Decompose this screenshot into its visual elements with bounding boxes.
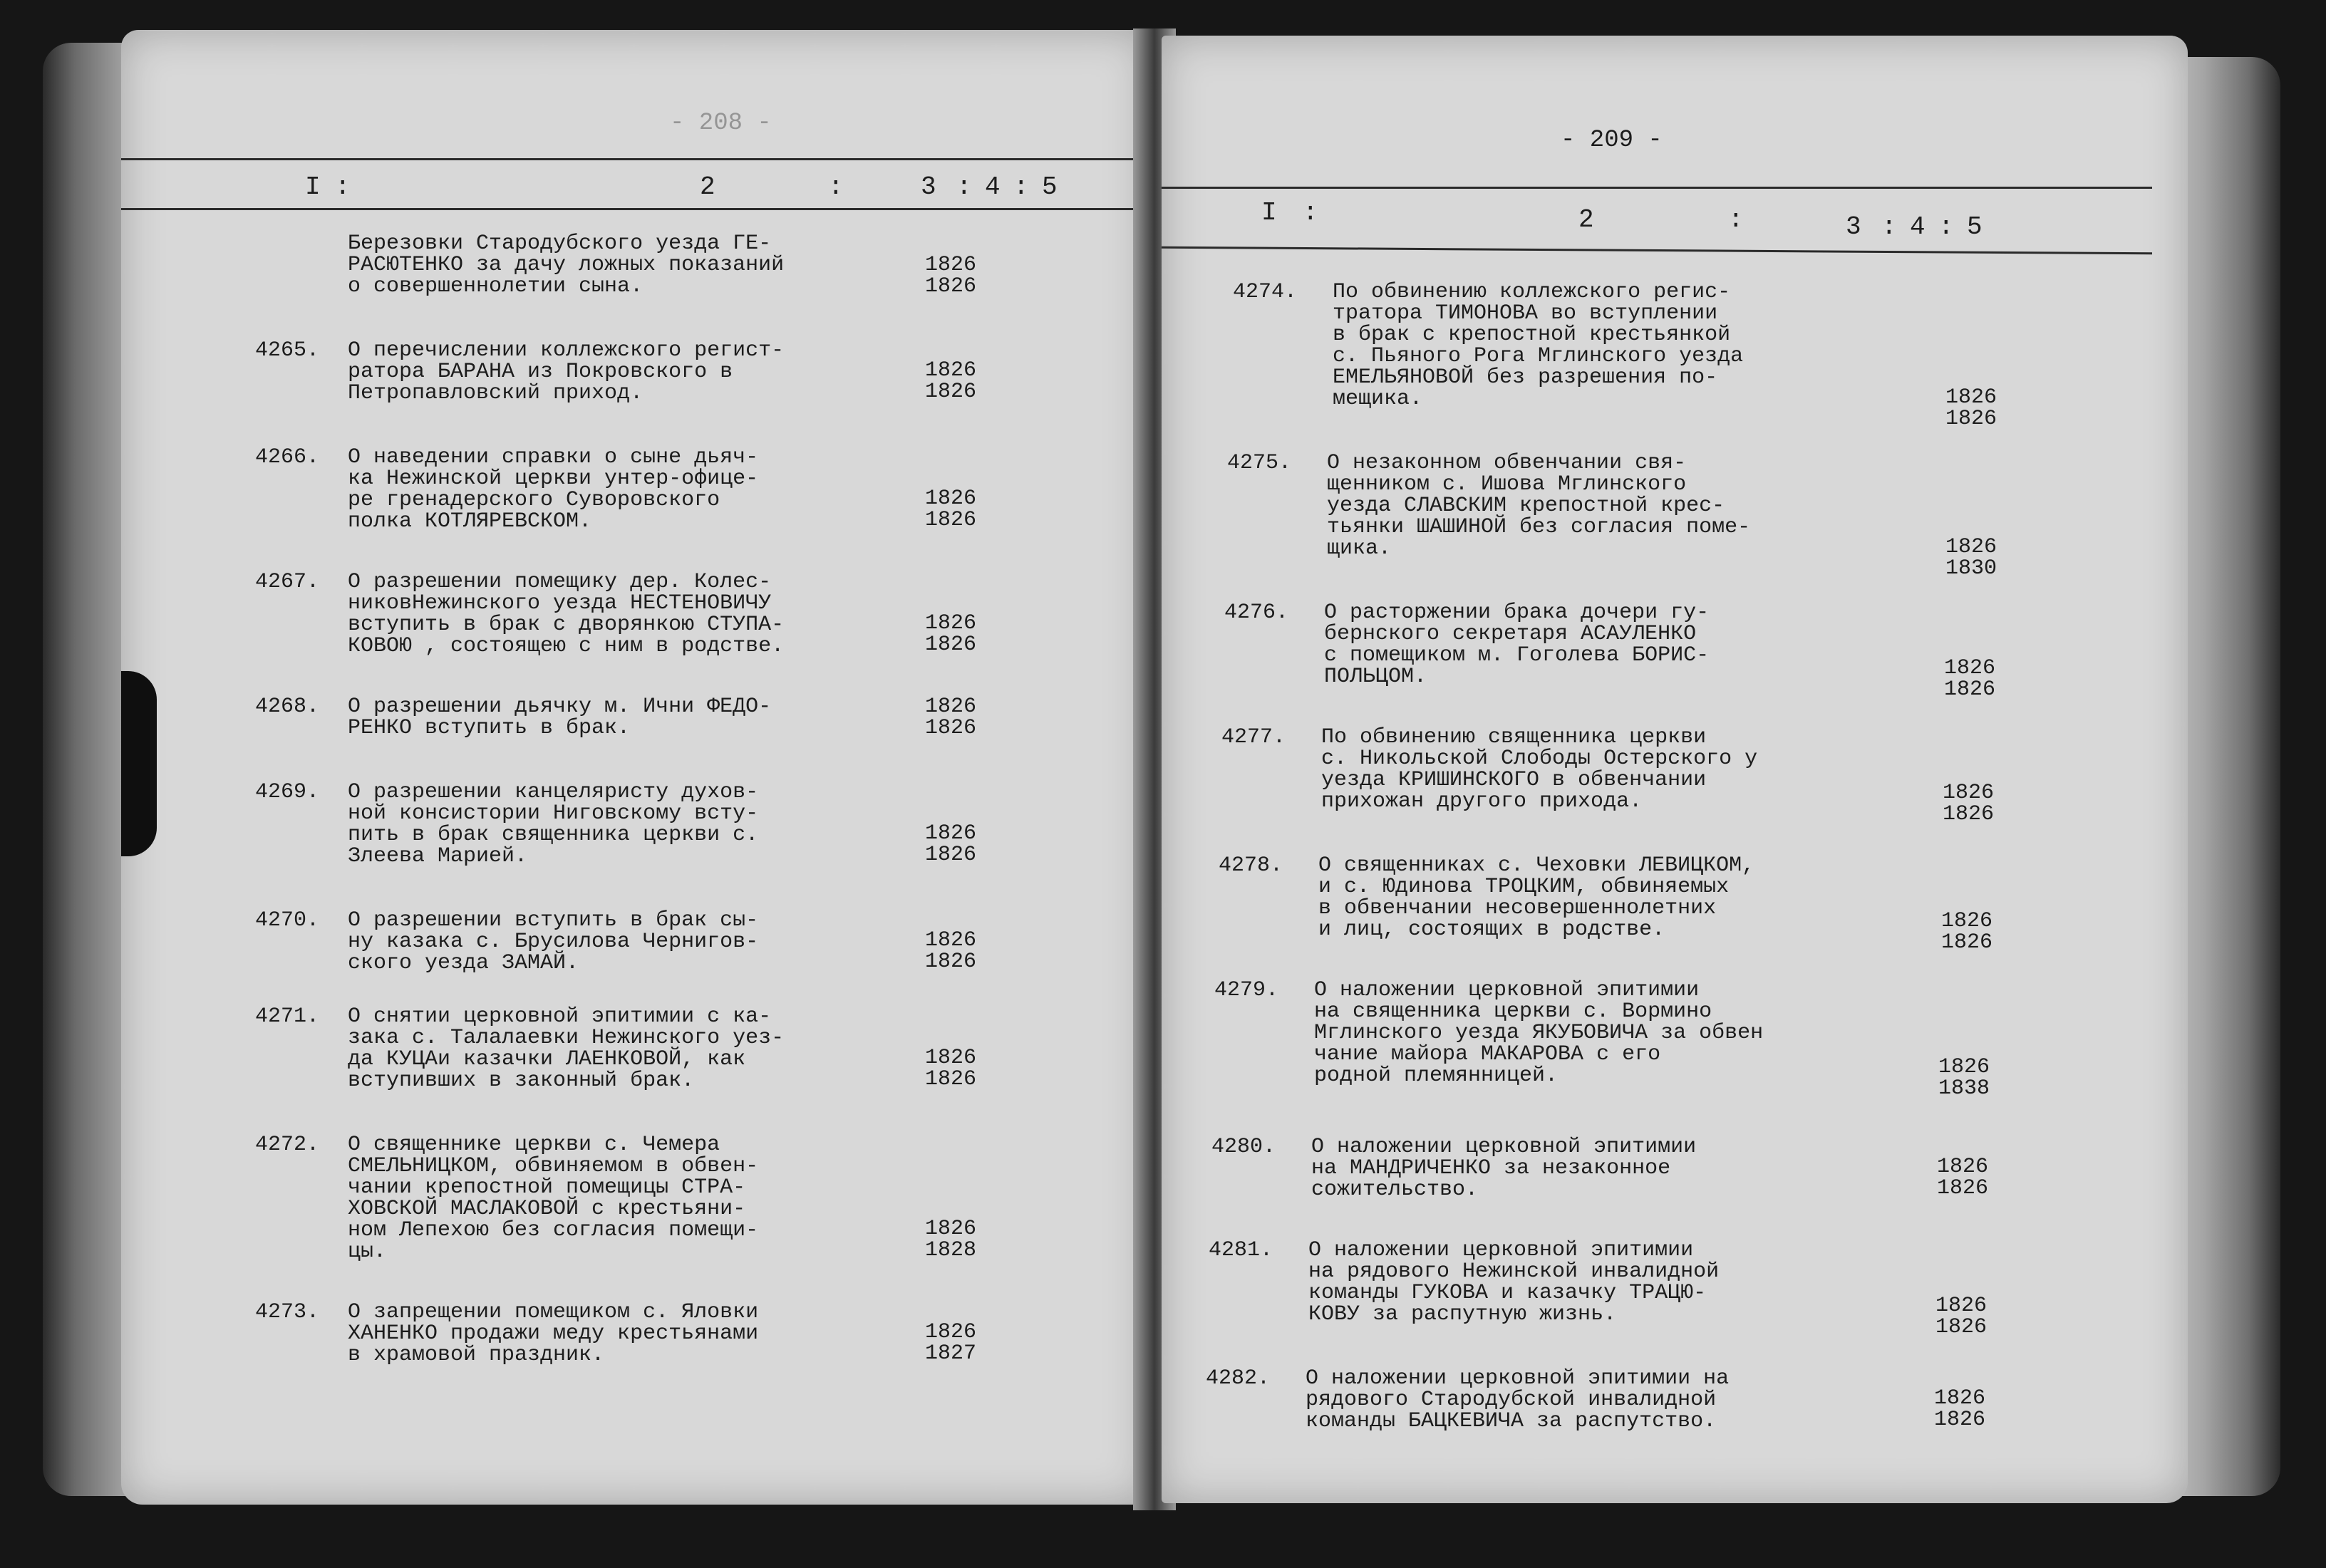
entry-4270: [255, 910, 1139, 995]
col-sep: :: [335, 172, 351, 202]
entry-continuation: [121, 233, 1140, 318]
entry-4271: [255, 1006, 1139, 1113]
col-head-2: 2: [700, 172, 715, 202]
entry-text: О священниках с. Чеховки ЛЕВИЦКОМ, и с. Юдинова ТРОЦКИМ, обвиняемых в обвенчании несовершеннолетних и лиц, состоящих в родстве.: [1318, 853, 1755, 942]
entry-years: 1826 1826: [925, 821, 977, 867]
header-rule-top: [121, 158, 1140, 160]
col-sep: :: [956, 172, 972, 202]
entry-4278: [1219, 855, 2145, 962]
entry-text: О разрешении вступить в брак сы- ну казака с. Брусилова Чернигов- ского уезда ЗАМАЙ.: [348, 908, 759, 975]
entry-number: 4282.: [1206, 1366, 1271, 1391]
entry-years: 1826 1826: [925, 611, 977, 657]
col-head-4: 4: [985, 172, 1001, 202]
entry-years: 1826 1838: [1938, 1055, 1990, 1101]
entry-number: 4265.: [255, 338, 320, 363]
col-head-1: I: [1261, 198, 1277, 227]
right-page: [1162, 36, 2188, 1503]
entry-years: 1826 1826: [925, 928, 977, 974]
entry-number: 4267.: [255, 570, 320, 594]
entry-number: 4281.: [1209, 1238, 1273, 1262]
entry-text: О запрещении помещиком с. Яловки ХАНЕНКО продажи меду крестьянами в храмовой праздник.: [348, 1300, 759, 1367]
entry-4274: [1233, 281, 2159, 438]
entry-text: По обвинению коллежского регис- тратора ТИМОНОВА во вступлении в брак с крепостной крестьянкой с. Пьяного Рога Мглинского уезда ЕМЕЛЬЯНОВОЙ без разрешения по- мещика.: [1333, 280, 1744, 411]
entry-number: 4280.: [1211, 1135, 1276, 1159]
entry-text: О наложении церковной эпитимии на МАНДРИЧЕНКО за незаконное сожительство.: [1311, 1135, 1697, 1202]
entry-number: 4271.: [255, 1004, 320, 1029]
entry-years: 1826 1830: [1945, 535, 1997, 581]
left-page: [121, 30, 1147, 1505]
entry-text: Березовки Стародубского уезда ГЕ- РАСЮТЕНКО за дачу ложных показаний о совершеннолетии сына.: [348, 232, 785, 298]
col-sep: :: [1728, 205, 1744, 234]
col-sep: :: [828, 172, 844, 202]
page-damage: [121, 671, 157, 856]
col-head-5: 5: [1967, 212, 1983, 242]
entry-4266: [255, 447, 1139, 554]
entry-years: 1826 1826: [925, 487, 977, 532]
entry-4281: [1209, 1240, 2135, 1346]
entry-text: О наведении справки о сыне дьяч- ка Нежинской церкви унтер-офице- ре гренадерского Суворовского полка КОТЛЯРЕВСКОМ.: [348, 445, 759, 534]
entry-years: 1826 1828: [925, 1217, 977, 1262]
entry-text: О наложении церковной эпитимии на рядового Стародубской инвалидной команды БАЦКЕВИЧА за распутство.: [1306, 1366, 1730, 1433]
right-page-number: - 209 -: [1561, 127, 1663, 154]
col-head-2: 2: [1578, 205, 1594, 234]
entry-number: 4272.: [255, 1133, 320, 1157]
entry-years: 1826 1826: [925, 695, 977, 740]
entry-text: О разрешении канцеляристу духов- ной консистории Ниговскому всту- пить в брак священника церкви с. Злеева Марией.: [348, 780, 759, 868]
entry-years: 1826 1826: [1945, 385, 1997, 431]
entry-4279: [1214, 980, 2141, 1115]
entry-4276: [1224, 602, 2151, 709]
entry-number: 4278.: [1219, 853, 1283, 878]
entry-number: 4279.: [1214, 978, 1279, 1002]
entry-text: О разрешении дьячку м. Ични ФЕДО- РЕНКО вступить в брак.: [348, 695, 772, 740]
left-page-number: - 208 -: [670, 110, 772, 137]
entry-text: По обвинению священника церкви с. Никольской Слободы Остерского у уезда КРИШИНСКОГО в обвенчании прихожан другого прихода.: [1321, 725, 1758, 814]
col-head-3: 3: [1846, 212, 1861, 242]
entry-years: 1826 1826: [925, 358, 977, 404]
entry-4273: [255, 1302, 1139, 1387]
entry-years: 1826 1826: [1937, 1155, 1989, 1200]
col-sep: :: [1303, 198, 1318, 227]
entry-4272: [255, 1134, 1139, 1277]
entry-4282: [1206, 1368, 2132, 1453]
col-head-3: 3: [921, 172, 936, 202]
entry-number: 4268.: [255, 695, 320, 719]
col-sep: :: [1013, 172, 1029, 202]
entry-years: 1826 1826: [1943, 781, 1995, 826]
entry-4265: [255, 340, 1139, 447]
entry-4267: [255, 571, 1139, 678]
entry-text: О священнике церкви с. Чемера СМЕЛЬНИЦКОМ, обвиняемом в обвен- чании крепостной помещицы СТРА- ХОВСКОЙ МАСЛАКОВОЙ с крестьяни- ном Лепехою без согласия помещи- цы.: [348, 1133, 759, 1264]
header-rule-top: [1162, 187, 2152, 189]
entry-text: О наложении церковной эпитимии на священника церкви с. Вормино Мглинского уезда ЯКУБОВИЧА за обвен чание майора МАКАРОВА с его родной племянницей.: [1314, 978, 1764, 1088]
entry-4268: [255, 696, 1139, 760]
entry-4275: [1227, 452, 2154, 595]
col-sep: :: [1938, 212, 1954, 242]
entry-number: 4276.: [1224, 601, 1289, 625]
entry-text: О разрешении помещику дер. Колес- никовНежинского уезда НЕСТЕНОВИЧУ вступить в брак с дворянкою СТУПА- КОВОЮ , состоящею с ним в родстве.: [348, 570, 785, 658]
entry-text: О незаконном обвенчании свя- щенником с. Ишова Мглинского уезда СЛАВСКИМ крепостной крес- тьянки ШАШИНОЙ без согласия поме- щика.: [1327, 451, 1751, 561]
entry-years: 1826 1826: [1944, 656, 1996, 702]
entry-years: 1826 1826: [925, 1046, 977, 1091]
col-sep: :: [1881, 212, 1897, 242]
entry-number: 4277.: [1221, 725, 1286, 749]
header-rule-bottom: [1162, 246, 2152, 254]
entry-number: 4266.: [255, 445, 320, 469]
entry-years: 1826 1826: [1941, 909, 1993, 955]
entry-years: 1826 1826: [1934, 1386, 1986, 1432]
entry-text: О перечислении коллежского регист- ратора БАРАНА из Покровского в Петропавловский приход.: [348, 338, 785, 405]
entry-number: 4274.: [1233, 280, 1298, 304]
entry-text: О снятии церковной эпитимии с ка- зака с. Талалаевки Нежинского уез- да КУЦАи казачки ЛАЕНКОВОЙ, как вступивших в законный брак.: [348, 1004, 785, 1093]
col-head-4: 4: [1910, 212, 1926, 242]
entry-years: 1826 1826: [925, 253, 977, 298]
entry-years: 1826 1827: [925, 1320, 977, 1366]
col-head-1: I: [305, 172, 321, 202]
entry-text: О расторжении брака дочери гу- бернского секретаря АСАУЛЕНКО с помещиком м. Гоголева БОРИС- ПОЛЬЦОМ.: [1324, 601, 1710, 689]
entry-4280: [1211, 1136, 2138, 1222]
entry-4269: [255, 782, 1139, 888]
entry-text: О наложении церковной эпитимии на рядового Нежинской инвалидной команды ГУКОВА и казачку ТРАЦЮ- КОВУ за распутную жизнь.: [1308, 1238, 1720, 1326]
entry-4277: [1221, 727, 2148, 834]
col-head-5: 5: [1042, 172, 1058, 202]
entry-number: 4273.: [255, 1300, 320, 1324]
entry-number: 4270.: [255, 908, 320, 933]
entry-number: 4275.: [1227, 451, 1292, 475]
entry-years: 1826 1826: [1935, 1294, 1988, 1339]
entry-number: 4269.: [255, 780, 320, 804]
header-rule-bottom: [121, 208, 1140, 210]
